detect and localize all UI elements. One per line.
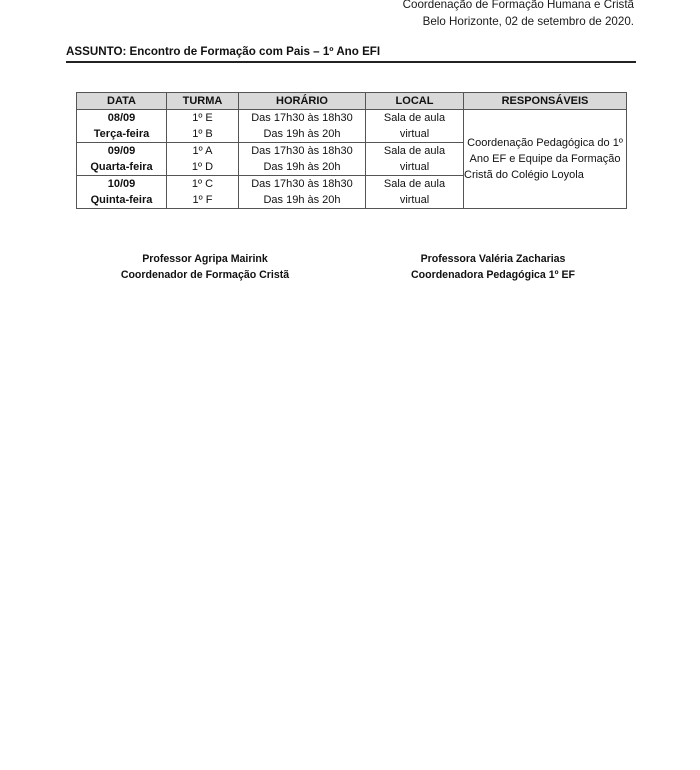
header-place-date: Belo Horizonte, 02 de setembro de 2020. bbox=[422, 15, 634, 28]
column-header-horario: HORÁRIO bbox=[239, 93, 366, 110]
horario-cell bbox=[239, 110, 366, 143]
horario-value: Das 17h30 às 18h30 bbox=[251, 112, 353, 124]
weekday-value: Quinta-feira bbox=[90, 194, 153, 206]
date-value: 10/09 bbox=[107, 178, 136, 190]
schedule-table bbox=[76, 92, 627, 209]
local-cell bbox=[366, 110, 464, 143]
weekday-value: Terça-feira bbox=[93, 128, 150, 140]
turma-value: 1º D bbox=[191, 161, 214, 173]
date-cell bbox=[77, 176, 167, 209]
subject-line: ASSUNTO: Encontro de Formação com Pais – 1º Ano EFI bbox=[66, 45, 636, 63]
column-header-data: DATA bbox=[77, 93, 167, 110]
date-value: 09/09 bbox=[107, 145, 136, 157]
local-value: Sala de aula bbox=[383, 178, 446, 190]
horario-cell bbox=[239, 176, 366, 209]
horario-value: Das 17h30 às 18h30 bbox=[251, 145, 353, 157]
signature-coordenador-formacao bbox=[100, 251, 310, 283]
signatory-role: Coordenador de Formação Cristã bbox=[120, 269, 290, 281]
turma-cell bbox=[167, 110, 239, 143]
horario-value: Das 19h às 20h bbox=[263, 194, 341, 206]
date-cell bbox=[77, 143, 167, 176]
date-cell bbox=[77, 110, 167, 143]
local-value: Sala de aula bbox=[383, 145, 446, 157]
date-value: 08/09 bbox=[107, 112, 136, 124]
turma-cell bbox=[167, 176, 239, 209]
local-value: Sala de aula bbox=[383, 112, 446, 124]
turma-cell bbox=[167, 143, 239, 176]
horario-value: Das 19h às 20h bbox=[263, 128, 341, 140]
local-value: virtual bbox=[399, 161, 430, 173]
signature-coordenadora-pedagogica bbox=[388, 251, 598, 283]
column-header-local: LOCAL bbox=[366, 93, 464, 110]
turma-value: 1º B bbox=[192, 128, 213, 140]
horario-value: Das 17h30 às 18h30 bbox=[251, 178, 353, 190]
turma-value: 1º C bbox=[191, 178, 214, 190]
responsaveis-cell: Coordenação Pedagógica do 1º Ano EF e Equipe da Formação Cristã do Colégio Loyola bbox=[464, 110, 627, 209]
column-header-responsaveis: RESPONSÁVEIS bbox=[464, 93, 627, 110]
table-row bbox=[77, 110, 627, 143]
turma-value: 1º F bbox=[192, 194, 213, 206]
local-value: virtual bbox=[399, 128, 430, 140]
local-value: virtual bbox=[399, 194, 430, 206]
local-cell bbox=[366, 176, 464, 209]
weekday-value: Quarta-feira bbox=[90, 161, 153, 173]
document-header bbox=[403, 0, 634, 30]
signatory-name: Professor Agripa Mairink bbox=[142, 253, 268, 265]
table-header-row bbox=[77, 93, 627, 110]
local-cell bbox=[366, 143, 464, 176]
header-department: Coordenação de Formação Humana e Cristã bbox=[402, 0, 634, 11]
horario-value: Das 19h às 20h bbox=[263, 161, 341, 173]
column-header-turma: TURMA bbox=[167, 93, 239, 110]
signatory-name: Professora Valéria Zacharias bbox=[420, 253, 566, 265]
horario-cell bbox=[239, 143, 366, 176]
turma-value: 1º E bbox=[192, 112, 213, 124]
turma-value: 1º A bbox=[192, 145, 213, 157]
signatory-role: Coordenadora Pedagógica 1º EF bbox=[411, 269, 575, 281]
